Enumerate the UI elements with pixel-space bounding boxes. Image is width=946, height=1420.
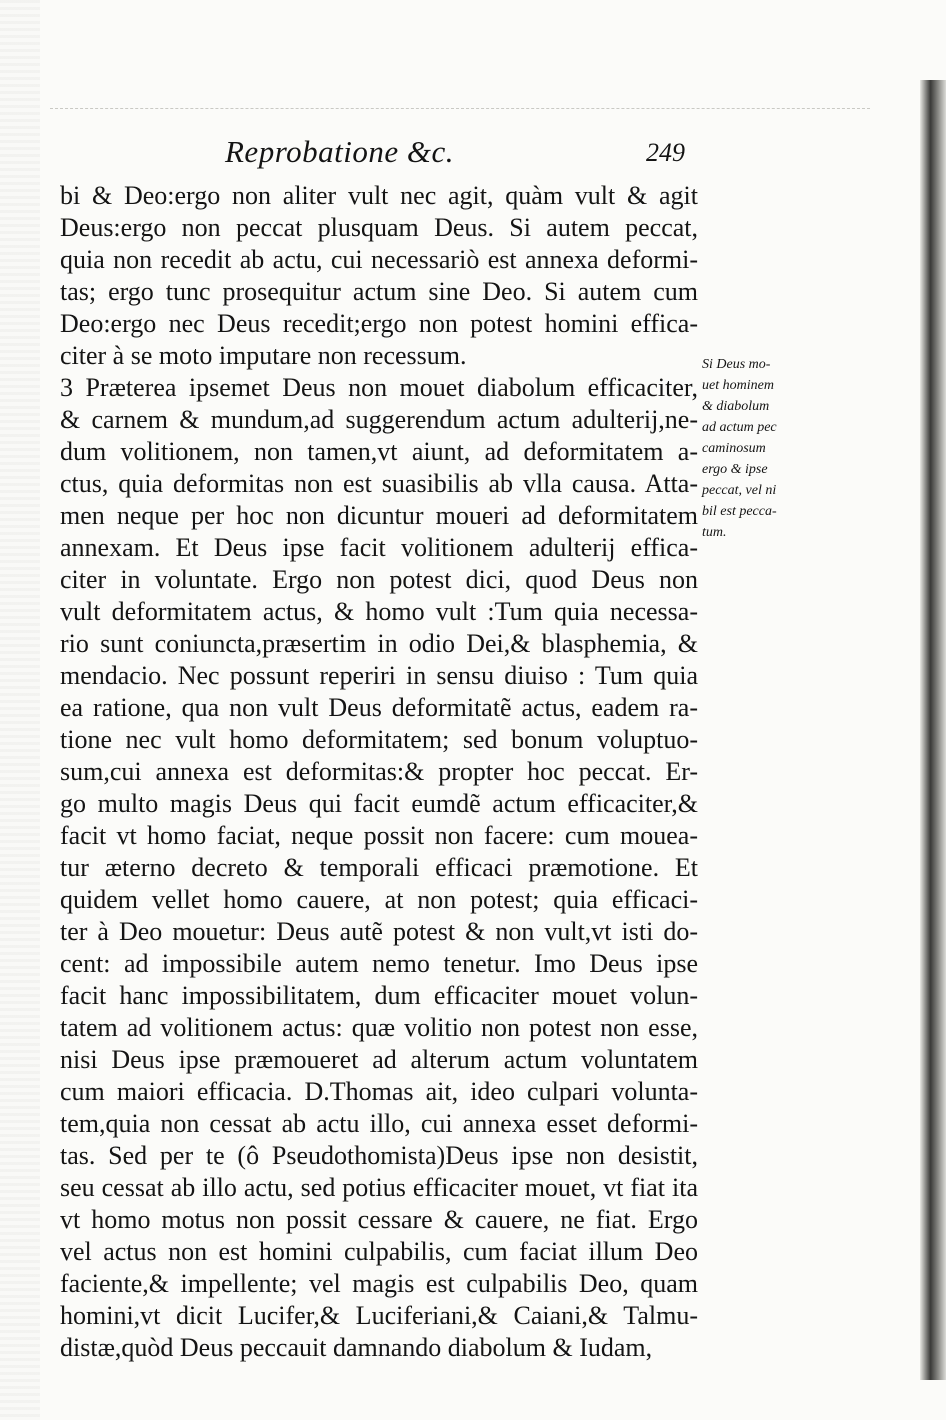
text-line: vel actus non est homini culpabilis, cum faciat illum Deo — [60, 1237, 698, 1266]
marginal-note-line: tum. — [702, 525, 727, 540]
marginal-note-line: Si Deus mo- — [702, 357, 771, 372]
marginal-note-line: caminosum — [702, 441, 766, 456]
running-head: Reprobatione &c. — [225, 134, 454, 169]
text-line: tem,quia non cessat ab actu illo, cui annexa esset deformi- — [60, 1109, 698, 1138]
page-header — [225, 134, 685, 180]
right-binding-edge — [920, 80, 946, 1380]
text-line: ea ratione, qua non vult Deus deformitatẽ actus, eadem ra- — [60, 693, 698, 722]
text-line: 3 Præterea ipsemet Deus non mouet diabolum efficaciter, — [60, 373, 698, 402]
text-line: annexam. Et Deus ipse facit volitionem adulterij effica- — [60, 533, 698, 562]
text-line: tas; ergo tunc prosequitur actum sine Deo. Si autem cum — [60, 277, 698, 306]
text-line: vt homo motus non possit cessare & cauere, ne fiat. Ergo — [60, 1205, 698, 1234]
text-line: distæ,quòd Deus peccauit damnando diabolum & Iudam, — [60, 1333, 653, 1362]
marginal-note-line: & diabolum — [702, 399, 770, 414]
text-line: tas. Sed per te (ô Pseudothomista)Deus ipse non desistit, — [60, 1141, 698, 1170]
text-line: dum volitionem, non tamen,vt aiunt, ad deformitatem a- — [60, 437, 698, 466]
marginal-note-line: uet hominem — [702, 378, 774, 393]
text-line: rio sunt coniuncta,præsertim in odio Dei,& blasphemia, & — [60, 629, 698, 658]
marginal-note — [702, 354, 802, 543]
text-line: ter à Deo mouetur: Deus autẽ potest & non vult,vt isti do- — [60, 917, 698, 946]
text-line: faciente,& impellente; vel magis est culpabilis Deo, quam — [60, 1269, 698, 1298]
text-line: cum maiori efficacia. D.Thomas ait, ideo culpari volunta- — [60, 1077, 698, 1106]
top-page-border — [50, 108, 870, 110]
page-number: 249 — [646, 138, 685, 167]
text-line: tatem ad volitionem actus: quæ volitio non potest non esse, — [60, 1013, 698, 1042]
text-line: bi & Deo:ergo non aliter vult nec agit, quàm vult & agit — [60, 181, 698, 210]
text-line: quia non recedit ab actu, cui necessariò est annexa deformi- — [60, 245, 698, 274]
text-line: seu cessat ab illo actu, sed potius efficaciter mouet, vt fiat ita — [60, 1173, 698, 1202]
text-line: tione nec vult homo deformitatem; sed bonum voluptuo- — [60, 725, 698, 754]
text-line: facit vt homo faciat, neque possit non facere: cum mouea- — [60, 821, 698, 850]
text-line: men neque per hoc non dicuntur moueri ad deformitatem — [60, 501, 698, 530]
text-line: sum,cui annexa est deformitas:& propter hoc peccat. Er- — [60, 757, 698, 786]
text-line: homini,vt dicit Lucifer,& Luciferiani,& Caiani,& Talmu- — [60, 1301, 698, 1330]
text-line: citer à se moto imputare non recessum. — [60, 341, 467, 370]
text-line: vult deformitatem actus, & homo vult :Tum quia necessa- — [60, 597, 698, 626]
marginal-note-line: bil est pecca- — [702, 504, 777, 519]
left-scan-edge — [0, 0, 40, 1420]
text-line: mendacio. Nec possunt reperiri in sensu diuiso : Tum quia — [60, 661, 698, 690]
text-line: go multo magis Deus qui facit eumdẽ actum efficaciter,& — [60, 789, 698, 818]
text-line: ctus, quia deformitas non est suasibilis ab vlla causa. Atta- — [60, 469, 698, 498]
text-line: facit hanc impossibilitatem, dum efficaciter mouet volun- — [60, 981, 698, 1010]
main-text-column — [60, 180, 698, 1364]
text-line: quidem vellet homo cauere, at non potest; quia efficaci- — [60, 885, 698, 914]
marginal-note-line: ergo & ipse — [702, 462, 768, 477]
text-line: cent: ad impossibile autem nemo tenetur. Imo Deus ipse — [60, 949, 698, 978]
text-line: Deo:ergo nec Deus recedit;ergo non potest homini effica- — [60, 309, 698, 338]
marginal-note-line: peccat, vel ni — [702, 483, 777, 498]
marginal-note-line: ad actum pec — [702, 420, 777, 435]
text-line: tur æterno decreto & temporali efficaci præmotione. Et — [60, 853, 698, 882]
text-line: & carnem & mundum,ad suggerendum actum adulterij,ne- — [60, 405, 698, 434]
text-line: nisi Deus ipse præmoueret ad alterum actum voluntatem — [60, 1045, 698, 1074]
text-line: citer in voluntate. Ergo non potest dici, quod Deus non — [60, 565, 698, 594]
text-line: Deus:ergo non peccat plusquam Deus. Si autem peccat, — [60, 213, 698, 242]
